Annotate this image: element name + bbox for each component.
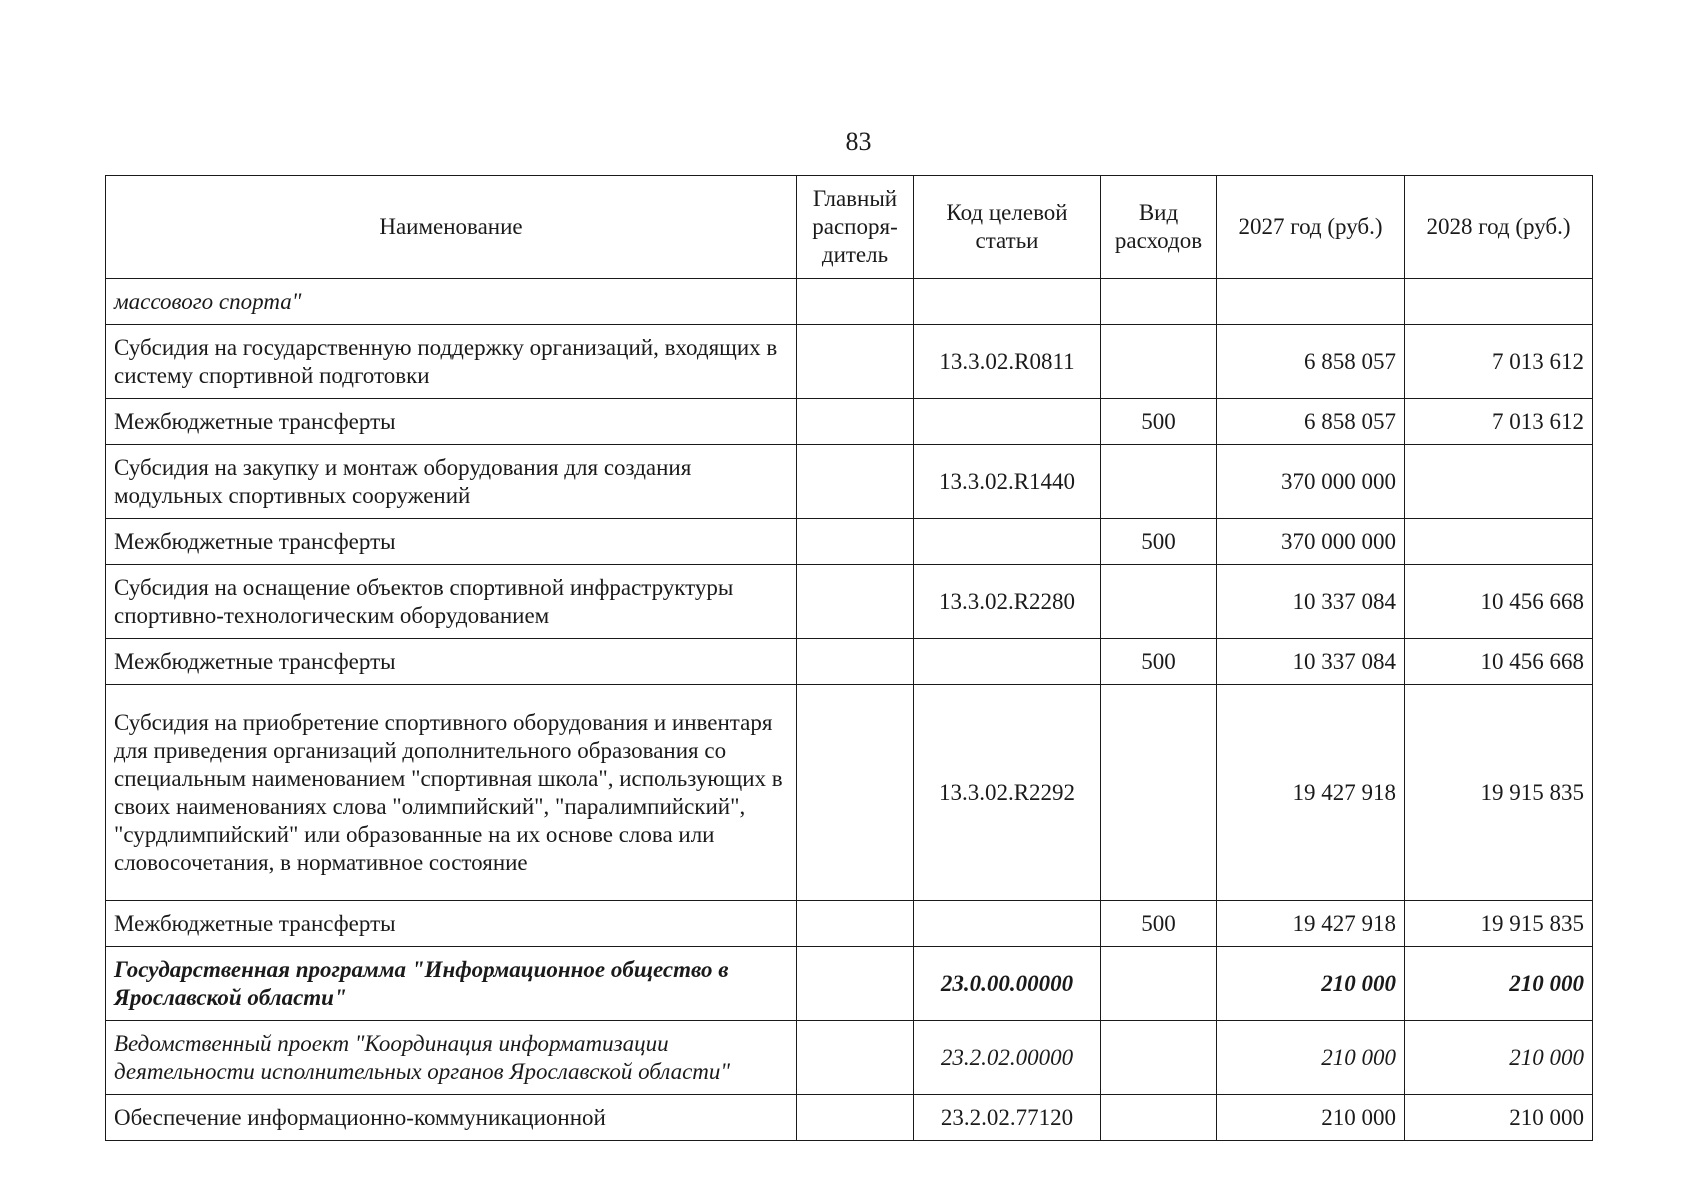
cell-admin	[797, 325, 914, 399]
cell-type: 500	[1101, 399, 1217, 445]
cell-admin	[797, 519, 914, 565]
cell-type: 500	[1101, 639, 1217, 685]
header-2027: 2027 год (руб.)	[1217, 176, 1405, 279]
table-row	[106, 565, 1593, 639]
header-type: Вид расходов	[1101, 176, 1217, 279]
table-row	[106, 947, 1593, 1021]
cell-2028: 10 456 668	[1405, 565, 1593, 639]
cell-code: 23.2.02.77120	[914, 1095, 1101, 1141]
cell-code: 13.3.02.R2292	[914, 685, 1101, 901]
cell-2027: 10 337 084	[1217, 639, 1405, 685]
cell-name: Субсидия на приобретение спортивного оборудования и инвентаря для приведения организаций дополнительного образования со специальным наименованием "спортивная школа", использующих в своих наименованиях слова "олимпийский", "паралимпийский", "сурдлимпийский" или образованные на их основе слова или словосочетания, в нормативное состояние	[106, 685, 797, 901]
cell-2027: 10 337 084	[1217, 565, 1405, 639]
cell-type: 500	[1101, 901, 1217, 947]
table-row	[106, 639, 1593, 685]
cell-2027	[1217, 279, 1405, 325]
cell-name: Межбюджетные трансферты	[106, 399, 797, 445]
table-row	[106, 279, 1593, 325]
cell-name: Обеспечение информационно-коммуникационной	[106, 1095, 797, 1141]
cell-name: Межбюджетные трансферты	[106, 519, 797, 565]
cell-2028: 7 013 612	[1405, 325, 1593, 399]
cell-code	[914, 901, 1101, 947]
cell-2027: 370 000 000	[1217, 519, 1405, 565]
cell-type	[1101, 279, 1217, 325]
cell-2027: 19 427 918	[1217, 901, 1405, 947]
cell-name: Субсидия на оснащение объектов спортивной инфраструктуры спортивно-технологическим оборудованием	[106, 565, 797, 639]
header-code: Код целевой статьи	[914, 176, 1101, 279]
cell-type	[1101, 1021, 1217, 1095]
cell-type	[1101, 947, 1217, 1021]
cell-2027: 210 000	[1217, 1021, 1405, 1095]
cell-2027: 19 427 918	[1217, 685, 1405, 901]
cell-name: Межбюджетные трансферты	[106, 901, 797, 947]
cell-code: 13.3.02.R2280	[914, 565, 1101, 639]
cell-2028	[1405, 519, 1593, 565]
cell-admin	[797, 399, 914, 445]
budget-table	[105, 175, 1593, 1141]
cell-2028: 210 000	[1405, 1021, 1593, 1095]
header-2028: 2028 год (руб.)	[1405, 176, 1593, 279]
cell-2027: 6 858 057	[1217, 325, 1405, 399]
cell-2028	[1405, 279, 1593, 325]
cell-2027: 210 000	[1217, 1095, 1405, 1141]
cell-code	[914, 519, 1101, 565]
cell-2027: 6 858 057	[1217, 399, 1405, 445]
cell-admin	[797, 947, 914, 1021]
cell-code: 13.3.02.R0811	[914, 325, 1101, 399]
cell-admin	[797, 1021, 914, 1095]
table-row	[106, 519, 1593, 565]
cell-type	[1101, 685, 1217, 901]
cell-name: Субсидия на закупку и монтаж оборудования для создания модульных спортивных сооружений	[106, 445, 797, 519]
cell-2028	[1405, 445, 1593, 519]
cell-name: Межбюджетные трансферты	[106, 639, 797, 685]
page-number: 83	[845, 127, 872, 156]
cell-admin	[797, 1095, 914, 1141]
header-row	[106, 176, 1593, 279]
table-row	[106, 445, 1593, 519]
table-row	[106, 325, 1593, 399]
cell-name: Ведомственный проект "Координация информатизации деятельности исполнительных органов Ярославской области"	[106, 1021, 797, 1095]
table-body	[106, 279, 1593, 1141]
cell-code	[914, 639, 1101, 685]
cell-admin	[797, 685, 914, 901]
cell-name: массового спорта"	[106, 279, 797, 325]
cell-2027: 210 000	[1217, 947, 1405, 1021]
cell-2028: 19 915 835	[1405, 901, 1593, 947]
table-row	[106, 399, 1593, 445]
cell-type	[1101, 325, 1217, 399]
header-name: Наименование	[106, 176, 797, 279]
table-row	[106, 901, 1593, 947]
cell-2028: 7 013 612	[1405, 399, 1593, 445]
cell-2028: 19 915 835	[1405, 685, 1593, 901]
cell-admin	[797, 445, 914, 519]
table-row	[106, 1021, 1593, 1095]
cell-admin	[797, 639, 914, 685]
cell-name: Субсидия на государственную поддержку организаций, входящих в систему спортивной подготовки	[106, 325, 797, 399]
cell-code: 23.0.00.00000	[914, 947, 1101, 1021]
header-admin: Главный распоря- дитель	[797, 176, 914, 279]
cell-admin	[797, 901, 914, 947]
cell-type	[1101, 565, 1217, 639]
cell-admin	[797, 565, 914, 639]
table-row	[106, 1095, 1593, 1141]
cell-code: 13.3.02.R1440	[914, 445, 1101, 519]
table-row	[106, 685, 1593, 901]
cell-type	[1101, 445, 1217, 519]
cell-code	[914, 279, 1101, 325]
cell-code: 23.2.02.00000	[914, 1021, 1101, 1095]
cell-code	[914, 399, 1101, 445]
cell-2028: 210 000	[1405, 1095, 1593, 1141]
cell-type: 500	[1101, 519, 1217, 565]
cell-2028: 210 000	[1405, 947, 1593, 1021]
cell-2027: 370 000 000	[1217, 445, 1405, 519]
cell-2028: 10 456 668	[1405, 639, 1593, 685]
cell-name: Государственная программа "Информационное общество в Ярославской области"	[106, 947, 797, 1021]
cell-type	[1101, 1095, 1217, 1141]
cell-admin	[797, 279, 914, 325]
